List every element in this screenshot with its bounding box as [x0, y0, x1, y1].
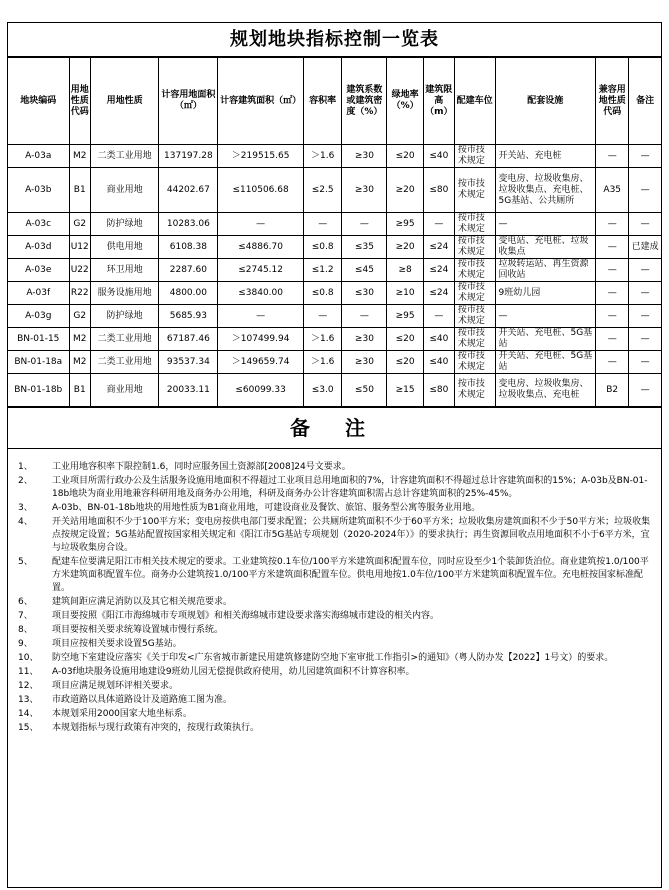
- table-cell: 二类工业用地: [90, 328, 159, 351]
- note-number: 13、: [18, 695, 39, 705]
- table-cell: 服务设施用地: [90, 282, 159, 305]
- table-cell: ≤110506.68: [218, 168, 304, 213]
- table-cell: BN-01-15: [8, 328, 69, 351]
- table-cell: —: [342, 213, 387, 236]
- table-cell: 按市技术规定: [454, 145, 495, 168]
- table-cell: 按市技术规定: [454, 328, 495, 351]
- table-cell: ≥8: [387, 259, 423, 282]
- table-cell: ＞219515.65: [218, 145, 304, 168]
- table-cell: —: [629, 282, 661, 305]
- table-cell: G2: [69, 213, 90, 236]
- table-cell: ≤20: [387, 145, 423, 168]
- note-item: [18, 652, 651, 665]
- note-text: 配建车位要满足阳江市相关技术规定的要求。工业建筑按0.1车位/100平方米建筑面积配置车位，同时应设至少1个装卸货泊位。商业建筑按1.0/100平方米建筑面积配置车位。商务办公建筑按1.0/100平方米建筑面积配置车位。供电用地按1.0车位/100平方米建筑面积配置车位。充电桩按国家标准配置。: [52, 557, 649, 593]
- table-cell: ≤50: [342, 374, 387, 407]
- note-item: [18, 596, 651, 609]
- table-cell: 按市技术规定: [454, 351, 495, 374]
- table-cell: ＞1.6: [303, 351, 342, 374]
- table-cell: ≤3.0: [303, 374, 342, 407]
- table-cell: A-03c: [8, 213, 69, 236]
- note-item: [18, 556, 651, 595]
- table-cell: 二类工业用地: [90, 145, 159, 168]
- table-cell: —: [629, 213, 661, 236]
- table-cell: ≤24: [423, 236, 454, 259]
- table-cell: —: [596, 305, 629, 328]
- column-header: 容积率: [303, 58, 342, 145]
- table-cell: 商业用地: [90, 374, 159, 407]
- table-row: [8, 213, 661, 236]
- note-number: 1、: [18, 462, 33, 472]
- column-header: 计容建筑面积（㎡）: [218, 58, 304, 145]
- table-cell: ≥20: [387, 236, 423, 259]
- note-text: 防空地下室建设应落实《关于印发<广东省城市新建民用建筑修建防空地下室审批工作指引>的通知》（粤人防办发【2022】1号文）的要求。: [52, 653, 614, 663]
- table-cell: ≤30: [342, 282, 387, 305]
- table-cell: ≤40: [423, 328, 454, 351]
- note-item: [18, 502, 651, 515]
- table-cell: 按市技术规定: [454, 213, 495, 236]
- table-cell: —: [629, 351, 661, 374]
- table-cell: A-03f: [8, 282, 69, 305]
- note-number: 11、: [18, 667, 39, 677]
- table-body: [8, 145, 661, 407]
- table-cell: 5685.93: [159, 305, 218, 328]
- table-cell: ≥30: [342, 328, 387, 351]
- note-text: 工业项目所需行政办公及生活服务设施用地面积不得超过工业项目总用地面积的7%，计容建筑面积不得超过总计容建筑面积的15%；A-03b及BN-01-18b地块为商业用地兼容科研用地及商务办公用地，科研及商务办公计容建筑面积需占总计容建筑面积的25%-45%。: [52, 476, 648, 499]
- note-item: [18, 708, 651, 721]
- note-item: [18, 680, 651, 693]
- note-number: 15、: [18, 723, 39, 733]
- table-cell: ≤40: [423, 145, 454, 168]
- table-cell: 44202.67: [159, 168, 218, 213]
- table-cell: —: [596, 236, 629, 259]
- table-cell: —: [629, 145, 661, 168]
- note-number: 7、: [18, 611, 33, 621]
- table-cell: ≥95: [387, 305, 423, 328]
- column-header: 兼容用地性质代码: [596, 58, 629, 145]
- note-number: 12、: [18, 681, 39, 691]
- note-number: 6、: [18, 597, 33, 607]
- table-cell: ≤2745.12: [218, 259, 304, 282]
- table-cell: ≤4886.70: [218, 236, 304, 259]
- table-cell: 供电用地: [90, 236, 159, 259]
- table-cell: 4800.00: [159, 282, 218, 305]
- table-cell: ＞107499.94: [218, 328, 304, 351]
- table-cell: —: [629, 259, 661, 282]
- table-cell: —: [218, 213, 304, 236]
- table-cell: —: [596, 213, 629, 236]
- table-cell: 9班幼儿园: [495, 282, 596, 305]
- notes-title: 备 注: [8, 407, 661, 449]
- table-cell: —: [342, 305, 387, 328]
- column-header: 配建车位: [454, 58, 495, 145]
- indicator-table: [8, 57, 661, 407]
- note-item: [18, 638, 651, 651]
- note-text: A-03b、BN-01-18b地块的用地性质为B1商业用地，可建设商业及餐饮、旅馆、服务型公寓等服务业用地。: [52, 503, 481, 513]
- note-number: 4、: [18, 517, 33, 527]
- note-text: 开关站用地面积不少于100平方米；变电房按供电部门要求配置；公共厕所建筑面积不少于60平方米；垃圾收集房建筑面积不少于50平方米；垃圾收集点按规定设置；5G基站配置按国家相关规定和《阳江市5G基站专项规划（2020-2024年）》的要求执行；再生资源回收点用地面积不小于6平方米，宜与垃圾收集房合设。: [52, 517, 651, 553]
- note-number: 3、: [18, 503, 33, 513]
- table-cell: ≤60099.33: [218, 374, 304, 407]
- table-cell: ≤20: [387, 351, 423, 374]
- table-cell: —: [495, 213, 596, 236]
- column-header: 备注: [629, 58, 661, 145]
- table-cell: R22: [69, 282, 90, 305]
- note-item: [18, 694, 651, 707]
- table-cell: ≤1.2: [303, 259, 342, 282]
- table-row: [8, 282, 661, 305]
- note-item: [18, 610, 651, 623]
- table-cell: —: [303, 305, 342, 328]
- table-header-row: [8, 58, 661, 145]
- table-cell: 防护绿地: [90, 305, 159, 328]
- table-cell: ≤40: [423, 351, 454, 374]
- table-cell: —: [303, 213, 342, 236]
- table-cell: 2287.60: [159, 259, 218, 282]
- table-cell: —: [596, 282, 629, 305]
- note-number: 9、: [18, 639, 33, 649]
- note-item: [18, 475, 651, 501]
- table-cell: B1: [69, 374, 90, 407]
- table-cell: 137197.28: [159, 145, 218, 168]
- note-text: 项目要按照《阳江市海绵城市专项规划》和相关海绵城市建设要求落实海绵城市建设的相关内容。: [52, 611, 440, 621]
- column-header: 计容用地面积（㎡）: [159, 58, 218, 145]
- table-cell: —: [423, 213, 454, 236]
- note-text: 项目应按相关要求设置5G基站。: [52, 639, 182, 649]
- table-cell: 按市技术规定: [454, 259, 495, 282]
- table-cell: 按市技术规定: [454, 305, 495, 328]
- column-header: 用地性质代码: [69, 58, 90, 145]
- table-cell: 变电站、充电桩、垃圾收集点: [495, 236, 596, 259]
- table-cell: U22: [69, 259, 90, 282]
- table-cell: ≥30: [342, 145, 387, 168]
- table-cell: M2: [69, 351, 90, 374]
- table-cell: ≥30: [342, 351, 387, 374]
- table-cell: —: [596, 351, 629, 374]
- table-cell: M2: [69, 328, 90, 351]
- table-cell: 二类工业用地: [90, 351, 159, 374]
- table-cell: BN-01-18b: [8, 374, 69, 407]
- table-cell: —: [629, 305, 661, 328]
- note-text: A-03f地块服务设施用地建设9班幼儿园无偿提供政府使用，幼儿园建筑面积不计算容积率。: [52, 667, 415, 677]
- note-text: 工业用地容积率下限控制1.6，同时应服务国土资源部[2008]24号文要求。: [52, 462, 351, 472]
- table-cell: 已建成: [629, 236, 661, 259]
- table-cell: ＞1.6: [303, 145, 342, 168]
- table-row: [8, 168, 661, 213]
- table-cell: B1: [69, 168, 90, 213]
- table-cell: 开关站、充电桩: [495, 145, 596, 168]
- table-cell: G2: [69, 305, 90, 328]
- plan-document: [7, 22, 662, 888]
- note-number: 10、: [18, 653, 39, 663]
- table-cell: —: [629, 374, 661, 407]
- table-cell: —: [629, 168, 661, 213]
- table-cell: 按市技术规定: [454, 374, 495, 407]
- table-row: [8, 305, 661, 328]
- table-cell: —: [596, 145, 629, 168]
- table-cell: 防护绿地: [90, 213, 159, 236]
- table-cell: ≤3840.00: [218, 282, 304, 305]
- table-cell: ≤24: [423, 282, 454, 305]
- table-cell: B2: [596, 374, 629, 407]
- table-cell: 10283.06: [159, 213, 218, 236]
- note-item: [18, 624, 651, 637]
- note-number: 5、: [18, 557, 33, 567]
- table-cell: A-03b: [8, 168, 69, 213]
- table-row: [8, 374, 661, 407]
- table-cell: A-03d: [8, 236, 69, 259]
- table-cell: 按市技术规定: [454, 168, 495, 213]
- note-number: 8、: [18, 625, 33, 635]
- table-cell: —: [629, 328, 661, 351]
- note-item: [18, 461, 651, 474]
- column-header: 地块编码: [8, 58, 69, 145]
- table-row: [8, 351, 661, 374]
- table-cell: —: [596, 328, 629, 351]
- note-text: 建筑间距应满足消防以及其它相关规范要求。: [52, 597, 233, 607]
- table-cell: A-03a: [8, 145, 69, 168]
- note-text: 本规划指标与现行政策有冲突的，按现行政策执行。: [52, 723, 260, 733]
- table-cell: ≤35: [342, 236, 387, 259]
- note-text: 市政道路以具体道路设计及道路施工图为准。: [52, 695, 233, 705]
- table-cell: 变电房、垃圾收集房、垃圾收集点、充电桩、5G基站、公共厕所: [495, 168, 596, 213]
- table-cell: ≤80: [423, 374, 454, 407]
- table-cell: A-03g: [8, 305, 69, 328]
- table-cell: ≤0.8: [303, 236, 342, 259]
- table-cell: 93537.34: [159, 351, 218, 374]
- table-cell: ≤0.8: [303, 282, 342, 305]
- table-cell: ≤45: [342, 259, 387, 282]
- table-cell: ≤80: [423, 168, 454, 213]
- table-row: [8, 259, 661, 282]
- table-cell: 环卫用地: [90, 259, 159, 282]
- table-cell: ≤2.5: [303, 168, 342, 213]
- table-cell: 商业用地: [90, 168, 159, 213]
- table-cell: 开关站、充电桩、5G基站: [495, 351, 596, 374]
- table-cell: 按市技术规定: [454, 236, 495, 259]
- notes-list: [8, 449, 661, 735]
- table-cell: A35: [596, 168, 629, 213]
- table-cell: 开关站、充电桩、5G基站: [495, 328, 596, 351]
- column-header: 用地性质: [90, 58, 159, 145]
- table-cell: ＞149659.74: [218, 351, 304, 374]
- page-title: 规划地块指标控制一览表: [8, 23, 661, 57]
- note-text: 本规划采用2000国家大地坐标系。: [52, 709, 192, 719]
- table-cell: A-03e: [8, 259, 69, 282]
- note-text: 项目应满足规划环评相关要求。: [52, 681, 179, 691]
- table-cell: 67187.46: [159, 328, 218, 351]
- column-header: 配套设施: [495, 58, 596, 145]
- table-cell: U12: [69, 236, 90, 259]
- table-cell: 垃圾转运站、再生资源回收站: [495, 259, 596, 282]
- table-cell: ≥95: [387, 213, 423, 236]
- column-header: 建筑系数或建筑密度（%）: [342, 58, 387, 145]
- column-header: 建筑限高（m）: [423, 58, 454, 145]
- table-cell: ≤20: [387, 328, 423, 351]
- note-text: 项目要按相关要求统筹设置城市慢行系统。: [52, 625, 224, 635]
- table-row: [8, 236, 661, 259]
- table-cell: —: [596, 259, 629, 282]
- table-cell: ≤24: [423, 259, 454, 282]
- note-number: 2、: [18, 476, 33, 486]
- note-item: [18, 666, 651, 679]
- table-cell: 6108.38: [159, 236, 218, 259]
- table-cell: ≥20: [387, 168, 423, 213]
- table-row: [8, 328, 661, 351]
- note-item: [18, 516, 651, 555]
- table-cell: 按市技术规定: [454, 282, 495, 305]
- column-header: 绿地率（%）: [387, 58, 423, 145]
- table-cell: ≥10: [387, 282, 423, 305]
- table-cell: —: [423, 305, 454, 328]
- table-cell: ≥15: [387, 374, 423, 407]
- table-cell: 20033.11: [159, 374, 218, 407]
- table-cell: 变电房、垃圾收集房、垃圾收集点、充电桩: [495, 374, 596, 407]
- table-cell: M2: [69, 145, 90, 168]
- note-item: [18, 722, 651, 735]
- table-row: [8, 145, 661, 168]
- table-cell: —: [218, 305, 304, 328]
- table-cell: BN-01-18a: [8, 351, 69, 374]
- table-cell: ＞1.6: [303, 328, 342, 351]
- note-number: 14、: [18, 709, 39, 719]
- table-cell: ≥30: [342, 168, 387, 213]
- table-cell: —: [495, 305, 596, 328]
